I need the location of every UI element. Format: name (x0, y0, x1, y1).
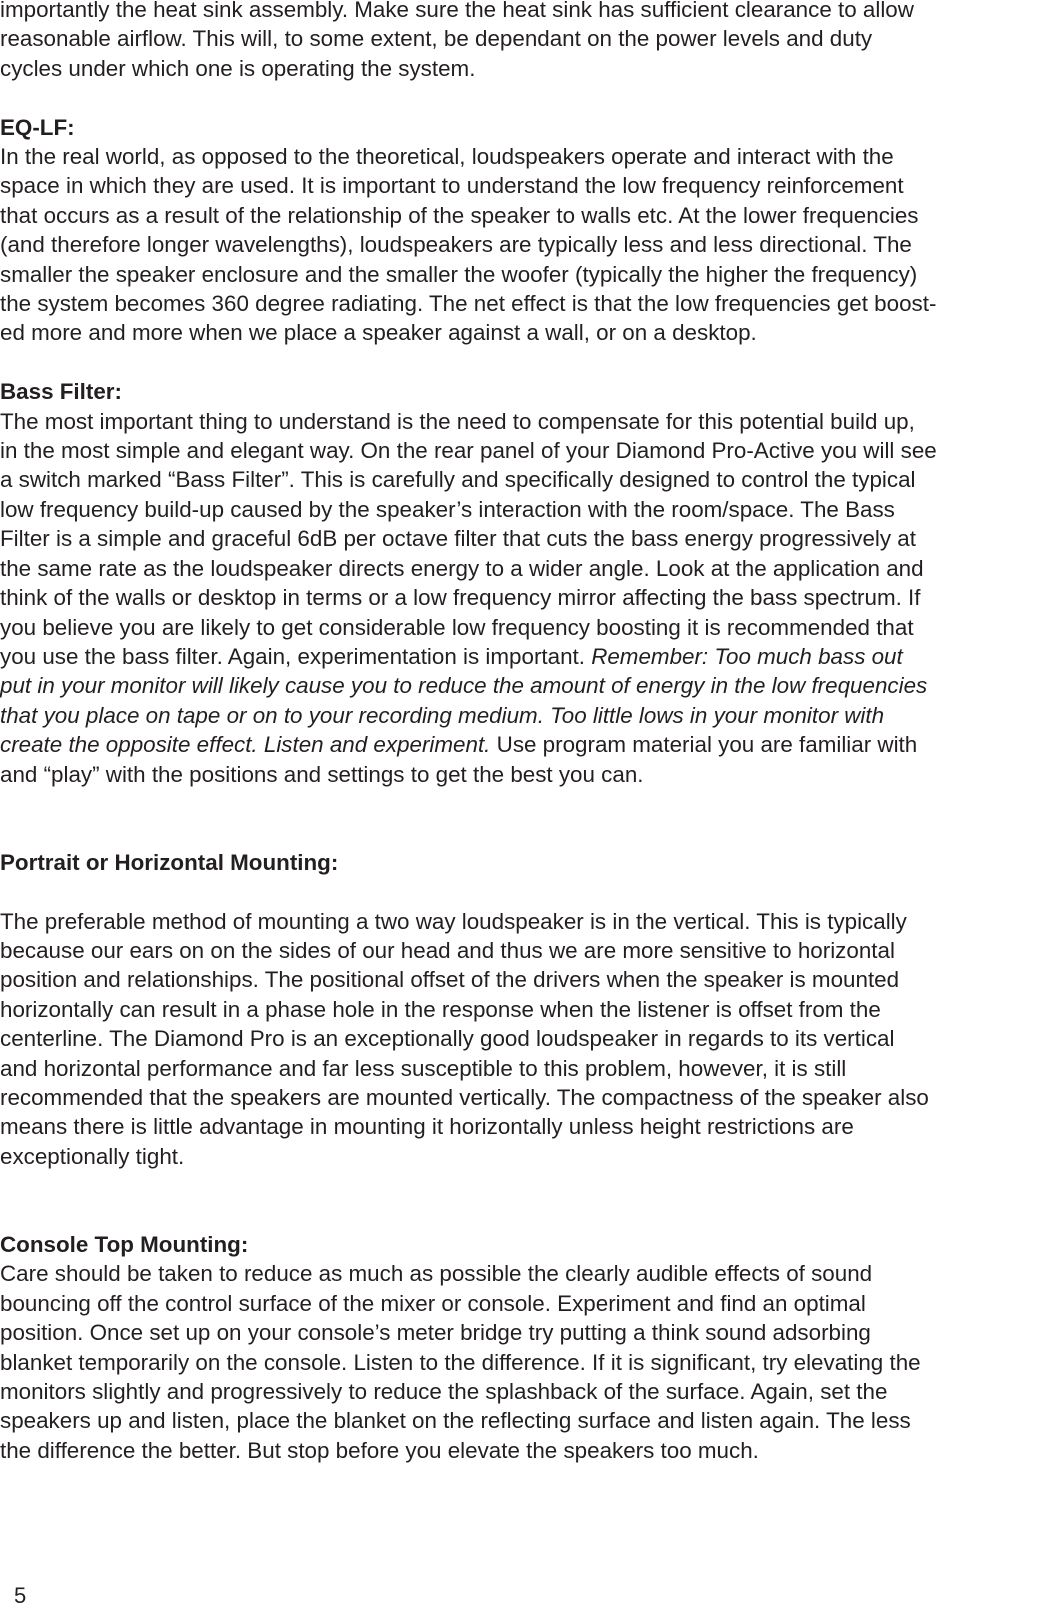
spacer (0, 83, 1055, 112)
page-number: 5 (14, 1583, 27, 1608)
bass-filter-italic-note: Remember: Too much bass out put in your monitor will likely cause you to reduce the amount of energy in the low frequencies that you place on tape or on to your recording medium. Too little lows in your monitor with create the opposite effect. Listen and experiment. (0, 643, 928, 758)
spacer (0, 789, 1055, 848)
bass-filter-tail: Use program material you are familiar with and “play” with the positions and settings to get the best you can. (0, 732, 918, 787)
intro-paragraph: importantly the heat sink assembly. Make sure the heat sink has sufficient clearance to allow reasonable airflow. This will, to some extent, be dependant on the power levels and duty cycles under which one is operating the system. (0, 0, 914, 81)
eq-lf-paragraph: In the real world, as opposed to the theoretical, loudspeakers operate and interact with the space in which they are used. It is important to understand the low frequency reinforcement that occurs as a result of the relationship of the speaker to walls etc. At the lower frequencies (and therefore longer wavelengths), loudspeakers are typically less and less directional. The smaller the speaker enclosure and the smaller the woofer (typically the higher the frequency) the system becomes 360 degree radiating. The net effect is that the low frequencies get boost- ed more and more when we place a speaker against a wall, or on a desktop. (0, 144, 937, 346)
spacer (0, 877, 1055, 906)
bass-filter-paragraph (0, 407, 1055, 789)
bass-filter-heading: Bass Filter: (0, 379, 122, 405)
console-mounting-paragraph: Care should be taken to reduce as much as possible the clearly audible effects of sound bouncing off the control surface of the mixer or console. Experiment and find an optimal position. Once set up on your console’s meter bridge try putting a think sound adsorbing blanket temporarily on the console. Listen to the difference. If it is significant, try elevating the monitors slightly and progressively to reduce the splashback of the surface. Again, set the speakers up and listen, place the blanket on the reflecting surface and listen again. The less the difference the better. But stop before you elevate the speakers too much. (0, 1261, 921, 1463)
console-mounting-heading: Console Top Mounting: (0, 1231, 249, 1257)
spacer (0, 348, 1055, 377)
portrait-mounting-heading: Portrait or Horizontal Mounting: (0, 849, 339, 875)
spacer (0, 1171, 1055, 1230)
portrait-mounting-paragraph: The preferable method of mounting a two way loudspeaker is in the vertical. This is typically because our ears on on the sides of our head and thus we are more sensitive to horizontal position and relationships. The positional offset of the drivers when the speaker is mounted horizontally can result in a phase hole in the response when the listener is offset from the centerline. The Diamond Pro is an exceptionally good loudspeaker in regards to its vertical and horizontal performance and far less susceptible to this problem, however, it is still recommended that the speakers are mounted vertically. The compactness of the speaker also means there is little advantage in mounting it horizontally unless height restrictions are exceptionally tight. (0, 908, 929, 1169)
eq-lf-heading: EQ-LF: (0, 114, 75, 140)
bass-filter-text: The most important thing to understand is the need to compensate for this potential build up, in the most simple and elegant way. On the rear panel of your Diamond Pro-Active you will see a switch marked “Bass Filter”. This is carefully and specifically designed to control the typical low frequency build-up caused by the speaker’s interaction with the room/space. The Bass Filter is a simple and graceful 6dB per octave filter that cuts the bass energy progressively at the same rate as the loudspeaker directs energy to a wider angle. Look at the application and think of the walls or desktop in terms or a low frequency mirror affecting the bass spectrum. If you believe you are likely to get considerable low frequency boosting it is recommended that you use the bass filter. Again, experimentation is important. (0, 408, 937, 669)
